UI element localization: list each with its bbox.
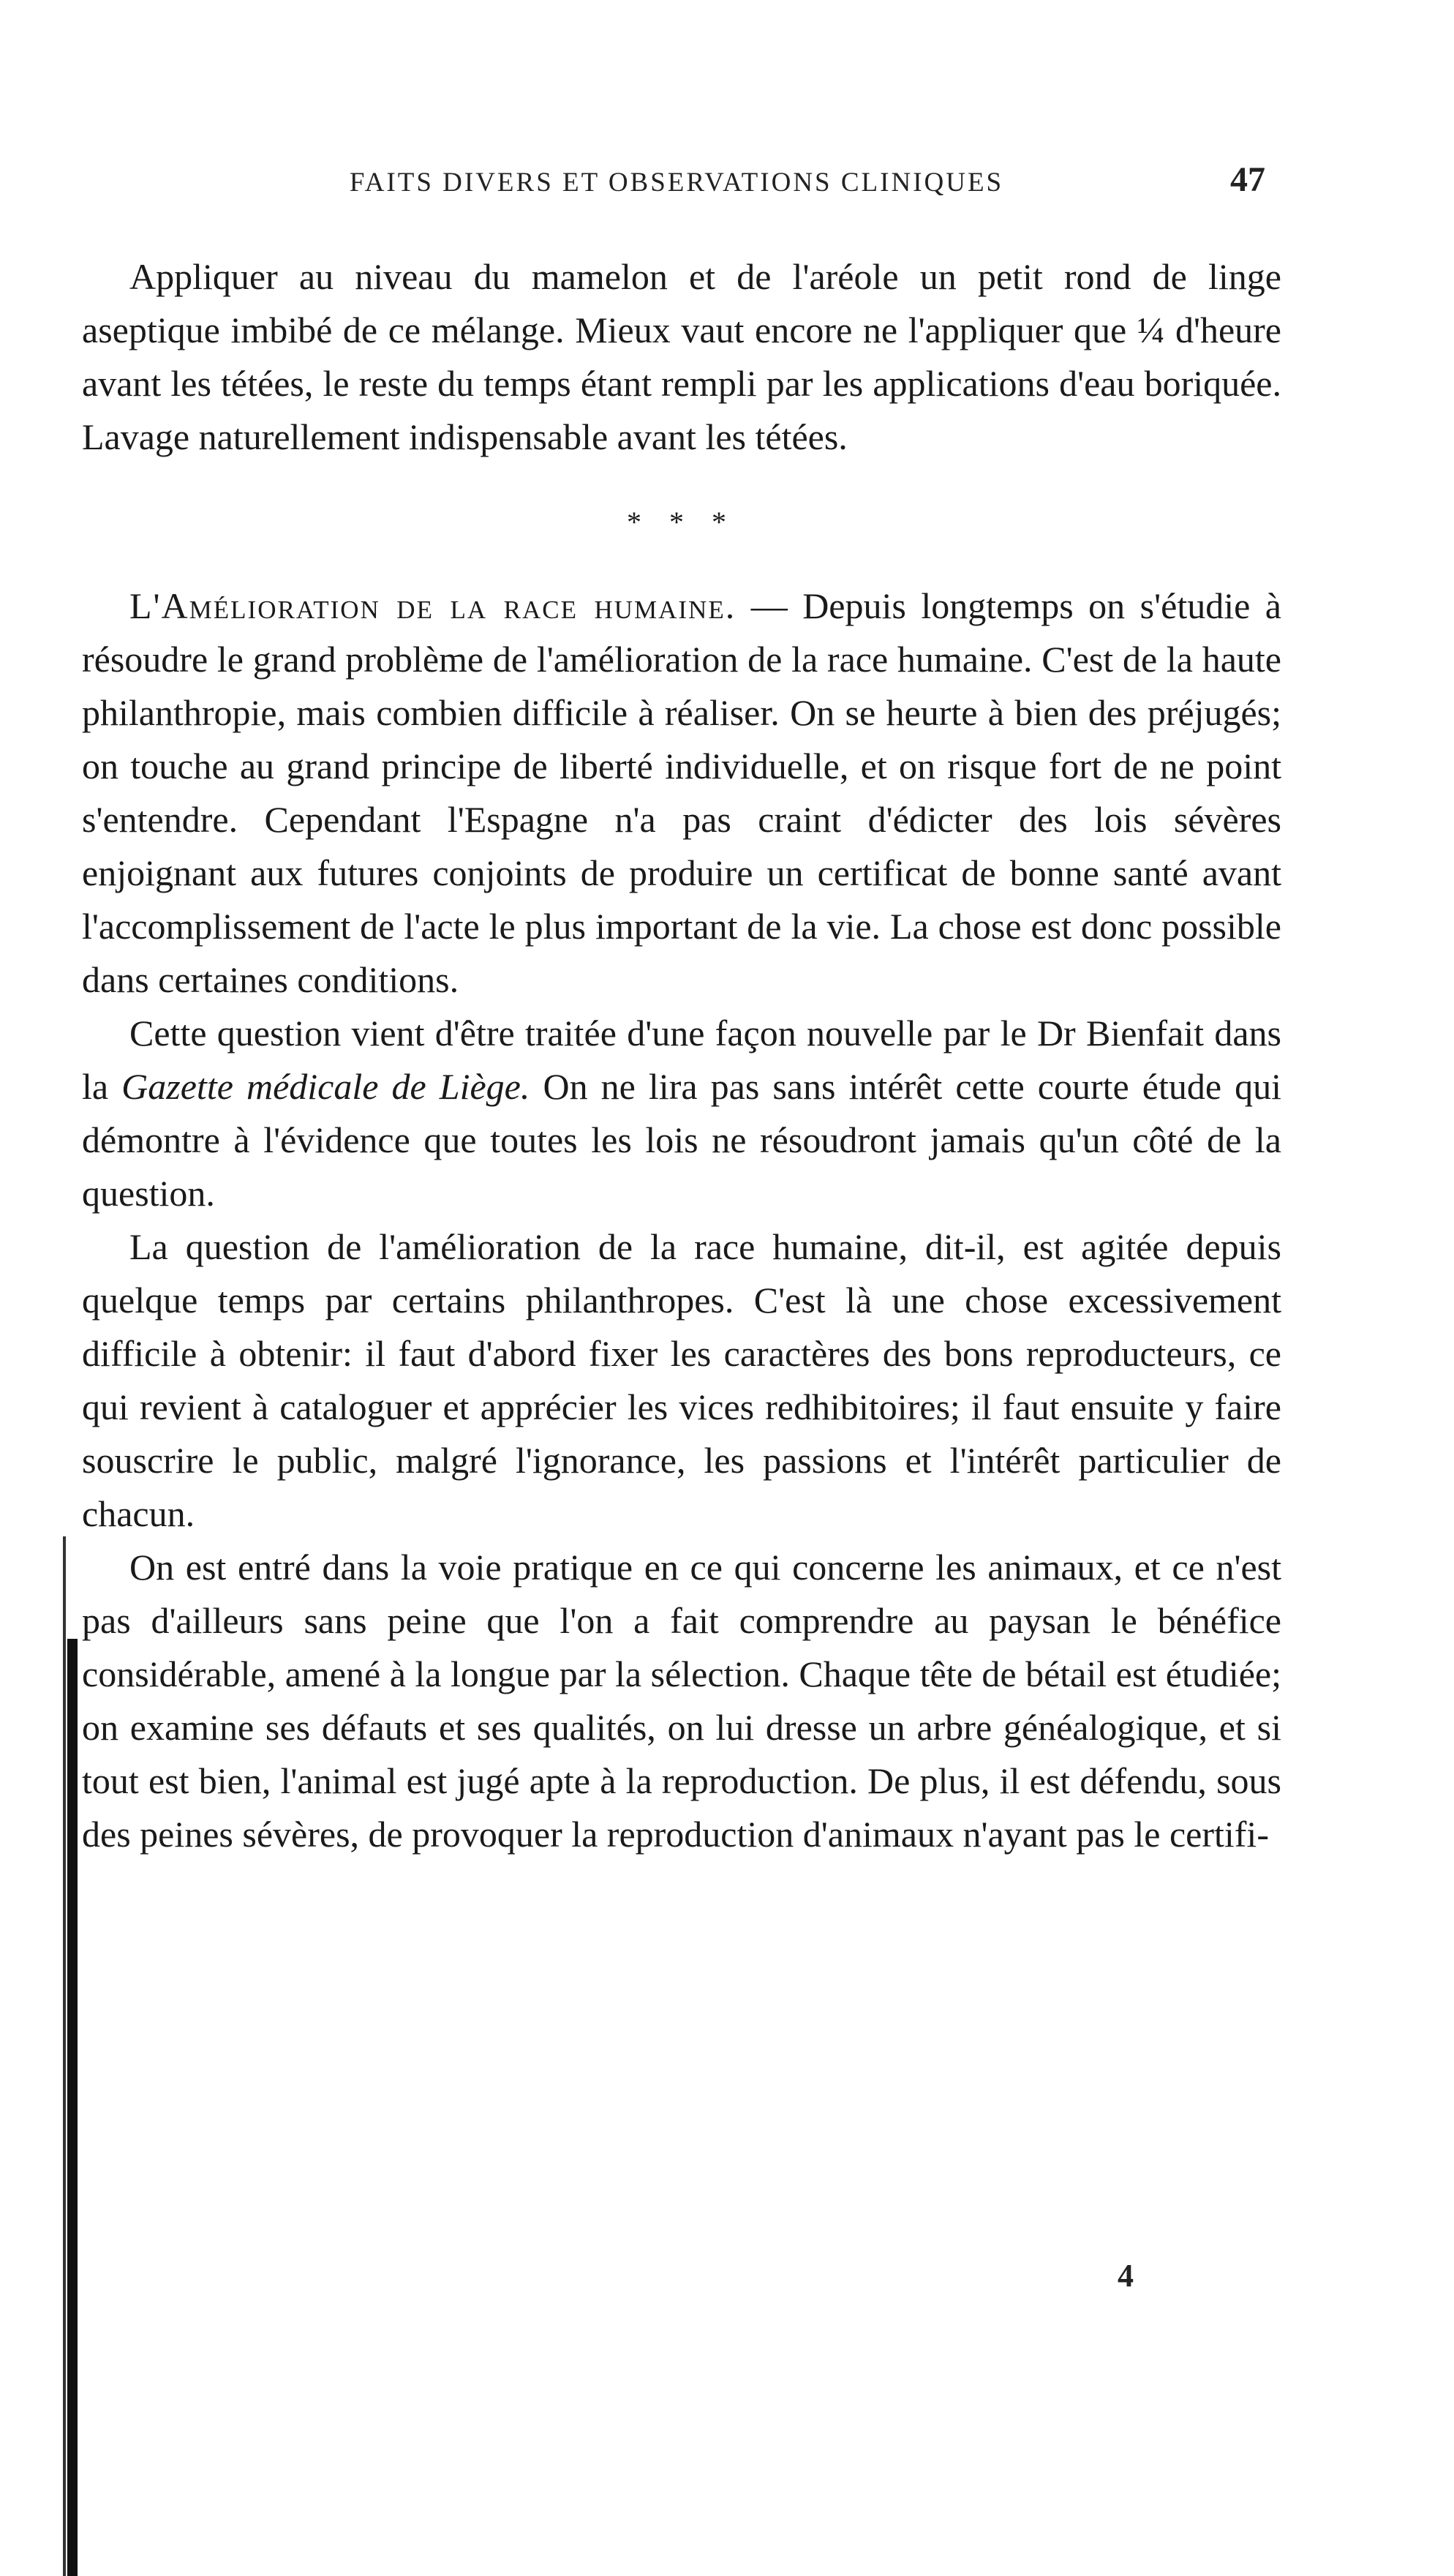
article-paragraph-2-after: On ne lira pas sans intérêt cette courte étude qui démontre à l'évidence que toutes les lois ne résoudront jamais qu'un côté de la question.	[82, 1066, 1282, 1214]
article-heading: L'Amélioration de la race humaine.	[129, 585, 737, 626]
section-separator: * * *	[627, 506, 737, 538]
page-body	[82, 250, 1281, 1861]
intro-paragraph: Appliquer au niveau du mamelon et de l'aréole un petit rond de linge aseptique imbibé de ce mélange. Mieux vaut encore ne l'appliquer que ¼ d'heure avant les tétées, le reste du temps étant rempli par les applications d'eau boriquée. Lavage naturellement indispensable avant les tétées.	[82, 256, 1281, 457]
article-paragraph-1	[82, 579, 1281, 1007]
article-paragraph-1-text: Depuis longtemps on s'étudie à résoudre le grand problème de l'amélioration de la race humaine. C'est de la haute philanthropie, mais combien difficile à réaliser. On se heurte à bien des préjugés; on touche au grand principe de liberté individuelle, et on risque fort de ne point s'entendre. Cependant l'Espagne n'a pas craint d'édicter des lois sévères enjoignant aux futures conjoints de produire un certificat de bonne santé avant l'accomplissement de l'acte le plus important de la vie. La chose est donc possible dans certaines conditions.	[82, 585, 1281, 1000]
journal-title: Gazette médicale de Liège.	[121, 1066, 530, 1107]
binding-shadow-thin	[63, 1536, 66, 2576]
page-number: 47	[1230, 160, 1265, 199]
binding-shadow	[67, 1639, 78, 2576]
article-paragraph-4: On est entré dans la voie pratique en ce qui concerne les animaux, et ce n'est pas d'ailleurs sans peine que l'on a fait comprendre au paysan le bénéfice considérable, amené à la longue par la sélection. Chaque tête de bétail est étudiée; on examine ses défauts et ses qualités, on lui dresse un arbre généalogique, et si tout est bien, l'animal est jugé apte à la reproduction. De plus, il est défendu, sous des peines sévères, de provoquer la reproduction d'animaux n'ayant pas le certifi-	[82, 1547, 1281, 1855]
heading-dash: —	[736, 585, 803, 626]
article-paragraph-2-before: Cette question vient d'être traitée d'une façon nouvelle par le Dr Bienfait dans la	[82, 1013, 1281, 1107]
article-paragraph-2	[82, 1007, 1281, 1220]
article-section	[82, 579, 1281, 1861]
article-paragraph-3: La question de l'amélioration de la race humaine, dit-il, est agitée depuis quelque temps par certains philanthropes. C'est là une chose excessivement difficile à obtenir: il faut d'abord fixer les caractères des bons reproducteurs, ce qui revient à cataloguer et apprécier les vices redhibitoires; il faut ensuite y faire souscrire le public, malgré l'ignorance, les passions et l'intérêt particulier de chacun.	[82, 1226, 1281, 1534]
signature-mark: 4	[1118, 2258, 1134, 2294]
running-title: FAITS DIVERS ET OBSERVATIONS CLINIQUES	[349, 168, 1004, 198]
